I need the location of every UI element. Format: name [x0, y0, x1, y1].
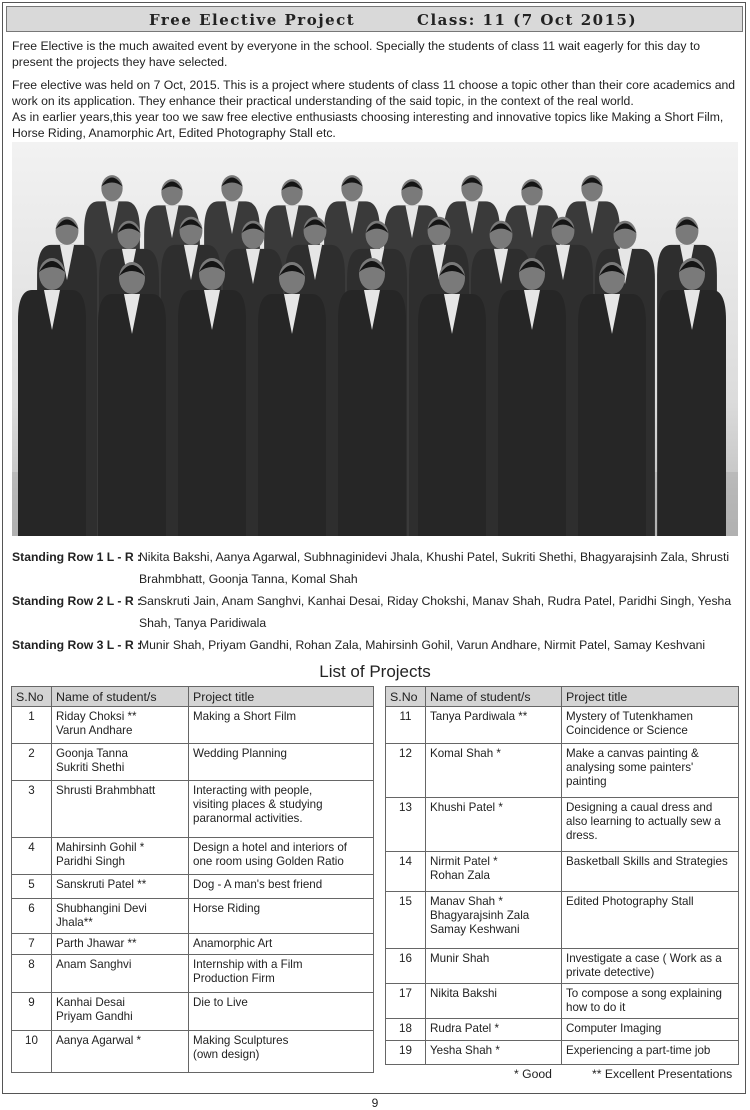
student-names-cell: [426, 1041, 562, 1065]
sno-cell: 9: [12, 993, 52, 1031]
caption-row-1-label: Standing Row 1 L - R :: [12, 550, 142, 564]
student-name: Khushi Patel *: [430, 801, 503, 814]
caption-row-2-names: Sanskruti Jain, Anam Sanghvi, Kanhai Desai, Riday Chokshi, Manav Shah, Rudra Patel, Paridhi Singh, Yesha Shah, Tanya Paridiwala: [139, 594, 732, 630]
projects-table-left: [11, 686, 374, 1073]
project-title-line: Wedding Planning: [193, 747, 287, 760]
project-title-line: Making Sculptures: [193, 1034, 289, 1047]
footnote-excellent: ** Excellent Presentations: [592, 1067, 733, 1081]
project-title-cell: [189, 899, 374, 934]
sno-cell: 2: [12, 744, 52, 781]
names-header: Name of student/s: [426, 687, 562, 707]
table-row: [386, 744, 739, 798]
student-name: Paridhi Singh: [56, 855, 125, 868]
project-title-cell: [562, 1041, 739, 1065]
student-names-cell: [52, 934, 189, 955]
sno-cell: 7: [12, 934, 52, 955]
student-names-cell: [426, 852, 562, 892]
student-names-cell: [52, 707, 189, 744]
project-title-cell: [189, 934, 374, 955]
student-names-cell: [52, 838, 189, 875]
project-title-line: Making a Short Film: [193, 710, 297, 723]
project-title-line: how to do it: [566, 1001, 626, 1014]
student-figure: [98, 262, 166, 536]
project-title-line: Dog - A man's best friend: [193, 878, 323, 891]
project-title-line: Internship with a Film: [193, 958, 303, 971]
sno-cell: 15: [386, 892, 426, 949]
sno-cell: 11: [386, 707, 426, 744]
table-header-row: [12, 687, 374, 707]
student-name: Rohan Zala: [430, 869, 490, 882]
title-header: Project title: [562, 687, 739, 707]
student-names-cell: [426, 1019, 562, 1041]
table-row: [386, 852, 739, 892]
project-title-cell: [189, 993, 374, 1031]
table-row: [12, 875, 374, 899]
student-name: Nikita Bakshi: [430, 987, 498, 1000]
student-names-cell: [52, 875, 189, 899]
student-names-cell: [52, 955, 189, 993]
student-name: Riday Choksi **: [56, 710, 137, 723]
project-title-cell: [189, 707, 374, 744]
sno-cell: 6: [12, 899, 52, 934]
project-title-line: Designing a caual dress and: [566, 801, 713, 814]
sno-cell: 5: [12, 875, 52, 899]
student-name: Samay Keshwani: [430, 923, 520, 936]
project-title-cell: [562, 707, 739, 744]
project-title-line: Coincidence or Science: [566, 724, 688, 737]
student-names-cell: [426, 744, 562, 798]
student-name: Sukriti Shethi: [56, 761, 125, 774]
table-row: [12, 934, 374, 955]
table-header-row: [386, 687, 739, 707]
sno-cell: 17: [386, 984, 426, 1019]
project-title-line: Investigate a case ( Work as a: [566, 952, 722, 965]
student-name: Varun Andhare: [56, 724, 133, 737]
table-row: [386, 798, 739, 852]
project-title-line: (own design): [193, 1048, 260, 1061]
list-title: List of Projects: [319, 662, 431, 681]
intro-text: [12, 38, 740, 141]
sno-cell: 12: [386, 744, 426, 798]
project-title-line: also learning to actually sew a: [566, 815, 721, 828]
student-names-cell: [52, 744, 189, 781]
project-title-line: Die to Live: [193, 996, 248, 1009]
student-name: Kanhai Desai: [56, 996, 125, 1009]
table-row: [12, 1031, 374, 1073]
project-title-line: Interacting with people,: [193, 784, 313, 797]
caption-row-2-label: Standing Row 2 L - R :: [12, 594, 142, 608]
student-name: Yesha Shah *: [430, 1044, 500, 1057]
project-title-cell: [562, 852, 739, 892]
table-row: [386, 984, 739, 1019]
photo-caption: [12, 546, 742, 656]
student-names-cell: [52, 899, 189, 934]
sno-header: S.No: [12, 687, 52, 707]
student-names-cell: [52, 1031, 189, 1073]
project-title-line: one room using Golden Ratio: [193, 855, 344, 868]
student-names-cell: [426, 984, 562, 1019]
caption-row-1-names: Nikita Bakshi, Aanya Agarwal, Subhnaginidevi Jhala, Khushi Patel, Sukriti Shethi, Bhagyarajsinh Zala, Shrusti Brahmbhatt, Goonja Tanna, Komal Shah: [139, 550, 730, 586]
sno-cell: 19: [386, 1041, 426, 1065]
student-name: Munir Shah: [430, 952, 490, 965]
project-title-line: Design a hotel and interiors of: [193, 841, 348, 854]
student-names-cell: [52, 781, 189, 838]
student-name: Komal Shah *: [430, 747, 501, 760]
table-row: [12, 744, 374, 781]
names-header: Name of student/s: [52, 687, 189, 707]
student-name: Parth Jhawar **: [56, 937, 137, 950]
project-title-cell: [189, 875, 374, 899]
table-row: [12, 707, 374, 744]
project-title-cell: [562, 1019, 739, 1041]
footnote-good: * Good: [514, 1067, 552, 1081]
table-row: [386, 892, 739, 949]
table-row: [386, 1019, 739, 1041]
project-title-line: Anamorphic Art: [193, 937, 273, 950]
project-title-line: painting: [566, 775, 607, 788]
project-title-line: Experiencing a part-time job: [566, 1044, 711, 1057]
student-figure: [418, 262, 486, 536]
project-title-cell: [189, 744, 374, 781]
caption-row-3-label: Standing Row 3 L - R :: [12, 638, 142, 652]
project-title-cell: [562, 798, 739, 852]
sno-cell: 1: [12, 707, 52, 744]
project-title-line: Computer Imaging: [566, 1022, 662, 1035]
project-title-cell: [562, 744, 739, 798]
project-title-cell: [189, 1031, 374, 1073]
project-title-cell: [562, 984, 739, 1019]
sno-cell: 8: [12, 955, 52, 993]
student-name: Priyam Gandhi: [56, 1010, 133, 1023]
project-title-line: Horse Riding: [193, 902, 261, 915]
project-title-line: Basketball Skills and Strategies: [566, 855, 728, 868]
student-names-cell: [426, 949, 562, 984]
student-names-cell: [426, 798, 562, 852]
project-title-line: Edited Photography Stall: [566, 895, 694, 908]
intro-paragraph-2: Free elective was held on 7 Oct, 2015. This is a project where students of class 11 choose a topic other than their core academics and work on its application. They enhance their practical understanding of the said topic, in the context of the real world.: [12, 78, 736, 108]
sno-cell: 4: [12, 838, 52, 875]
project-title-line: analysing some painters': [566, 761, 694, 774]
student-figure: [498, 258, 566, 536]
caption-row-2: [12, 590, 742, 634]
project-title-line: To compose a song explaining: [566, 987, 722, 1000]
page-number: 9: [371, 1096, 379, 1110]
title-header: Project title: [189, 687, 374, 707]
sno-cell: 18: [386, 1019, 426, 1041]
student-name: Anam Sanghvi: [56, 958, 132, 971]
student-figure: [578, 262, 646, 536]
student-figure: [18, 258, 86, 536]
project-title-line: dress.: [566, 829, 598, 842]
table-row: [386, 949, 739, 984]
student-names-cell: [426, 892, 562, 949]
project-title-cell: [562, 892, 739, 949]
caption-row-1: [12, 546, 742, 590]
student-name: Shubhangini Devi Jhala**: [56, 902, 147, 929]
projects-table-right: [385, 686, 739, 1065]
student-names-cell: [52, 993, 189, 1031]
student-name: Rudra Patel *: [430, 1022, 499, 1035]
sno-header: S.No: [386, 687, 426, 707]
project-title-cell: [189, 838, 374, 875]
sno-cell: 10: [12, 1031, 52, 1073]
project-title-line: Production Firm: [193, 972, 275, 985]
project-title-line: private detective): [566, 966, 655, 979]
page-title: Free Elective Project: [149, 11, 356, 29]
student-figure: [658, 258, 726, 536]
student-name: Sanskruti Patel **: [56, 878, 147, 891]
project-title-line: visiting places & studying: [193, 798, 323, 811]
table-row: [386, 1041, 739, 1065]
student-name: Tanya Pardiwala **: [430, 710, 528, 723]
intro-paragraph-3: As in earlier years,this year too we saw free elective enthusiasts choosing interesting and innovative topics like Making a Short Film, Horse Riding, Anamorphic Art, Edited Photography Stall etc.: [12, 110, 724, 140]
table-row: [12, 838, 374, 875]
sno-cell: 3: [12, 781, 52, 838]
sno-cell: 16: [386, 949, 426, 984]
project-title-line: Mystery of Tutenkhamen: [566, 710, 693, 723]
project-title-cell: [189, 955, 374, 993]
student-name: Manav Shah *: [430, 895, 503, 908]
group-photo: [12, 142, 738, 536]
student-name: Mahirsinh Gohil *: [56, 841, 145, 854]
project-title-cell: [189, 781, 374, 838]
student-name: Bhagyarajsinh Zala: [430, 909, 530, 922]
student-name: Shrusti Brahmbhatt: [56, 784, 156, 797]
student-figure: [338, 258, 406, 536]
caption-row-3-names: Munir Shah, Priyam Gandhi, Rohan Zala, Mahirsinh Gohil, Varun Andhare, Nirmit Patel, Samay Keshvani: [139, 638, 706, 652]
student-name: Goonja Tanna: [56, 747, 128, 760]
table-row: [12, 781, 374, 838]
student-names-cell: [426, 707, 562, 744]
student-name: Aanya Agarwal *: [56, 1034, 142, 1047]
sno-cell: 13: [386, 798, 426, 852]
table-row: [12, 993, 374, 1031]
intro-paragraph-1: Free Elective is the much awaited event by everyone in the school. Specially the students of class 11 wait eagerly for this day to present the projects they have selected.: [12, 39, 701, 69]
project-title-line: Make a canvas painting &: [566, 747, 699, 760]
caption-row-3: [12, 634, 742, 656]
student-figure: [178, 258, 246, 536]
page-header: [6, 6, 743, 32]
table-row: [12, 899, 374, 934]
class-label: Class: 11 (7 Oct 2015): [417, 11, 638, 29]
table-row: [12, 955, 374, 993]
project-title-cell: [562, 949, 739, 984]
student-name: Nirmit Patel *: [430, 855, 498, 868]
sno-cell: 14: [386, 852, 426, 892]
student-figure: [258, 262, 326, 536]
project-title-line: paranormal activities.: [193, 812, 303, 825]
table-row: [386, 707, 739, 744]
